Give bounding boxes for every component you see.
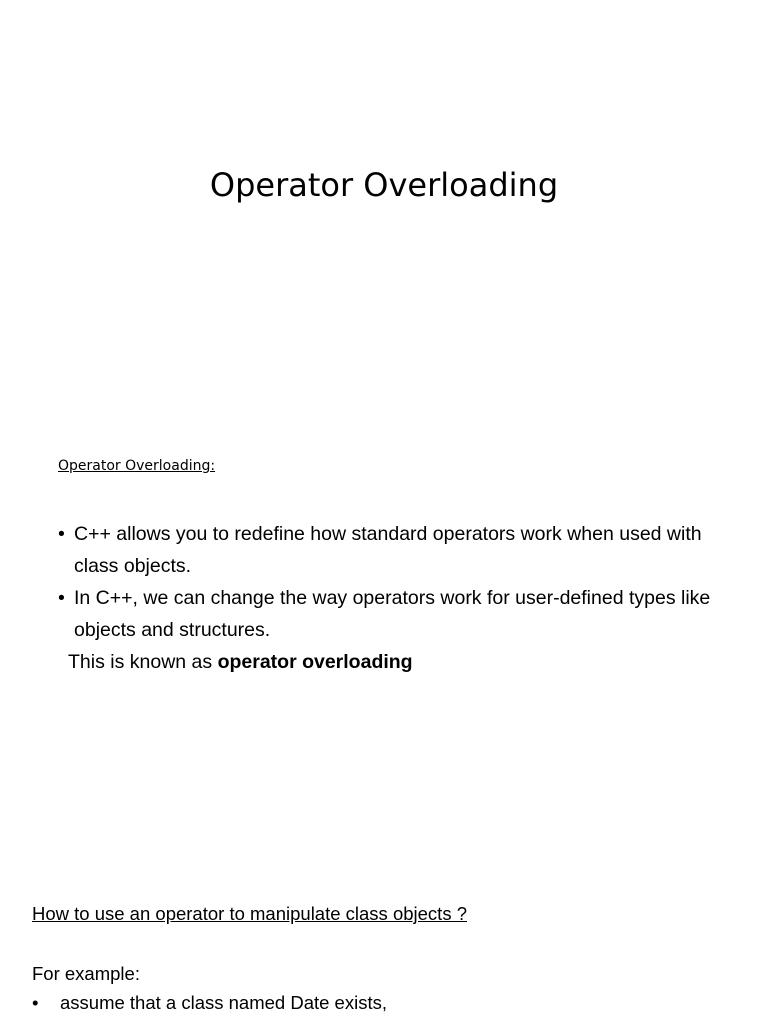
example-label: For example: [32, 963, 140, 984]
bullet-list [58, 518, 738, 646]
bullet-text: C++ allows you to redefine how standard operators work when used with class objects. [74, 523, 702, 577]
bullet-item [58, 518, 738, 582]
bullet-text: In C++, we can change the way operators work for user-defined types like objects and structures. [74, 587, 711, 641]
bullet-marker: • [58, 587, 65, 609]
definition-term: operator overloading [217, 651, 413, 673]
definition-prefix: This is known as [68, 651, 218, 673]
how-to-heading: How to use an operator to manipulate class objects ? [32, 903, 467, 924]
example-text: assume that a class named Date exists, [60, 992, 387, 1013]
bullet-marker: • [58, 523, 65, 545]
section-heading: Operator Overloading: [58, 458, 216, 474]
example-item [32, 990, 387, 1016]
bullet-marker: • [32, 992, 39, 1013]
definition-line [68, 646, 413, 678]
bullet-item [58, 582, 738, 646]
example-list [32, 990, 387, 1016]
page-title: Operator Overloading [209, 166, 559, 204]
